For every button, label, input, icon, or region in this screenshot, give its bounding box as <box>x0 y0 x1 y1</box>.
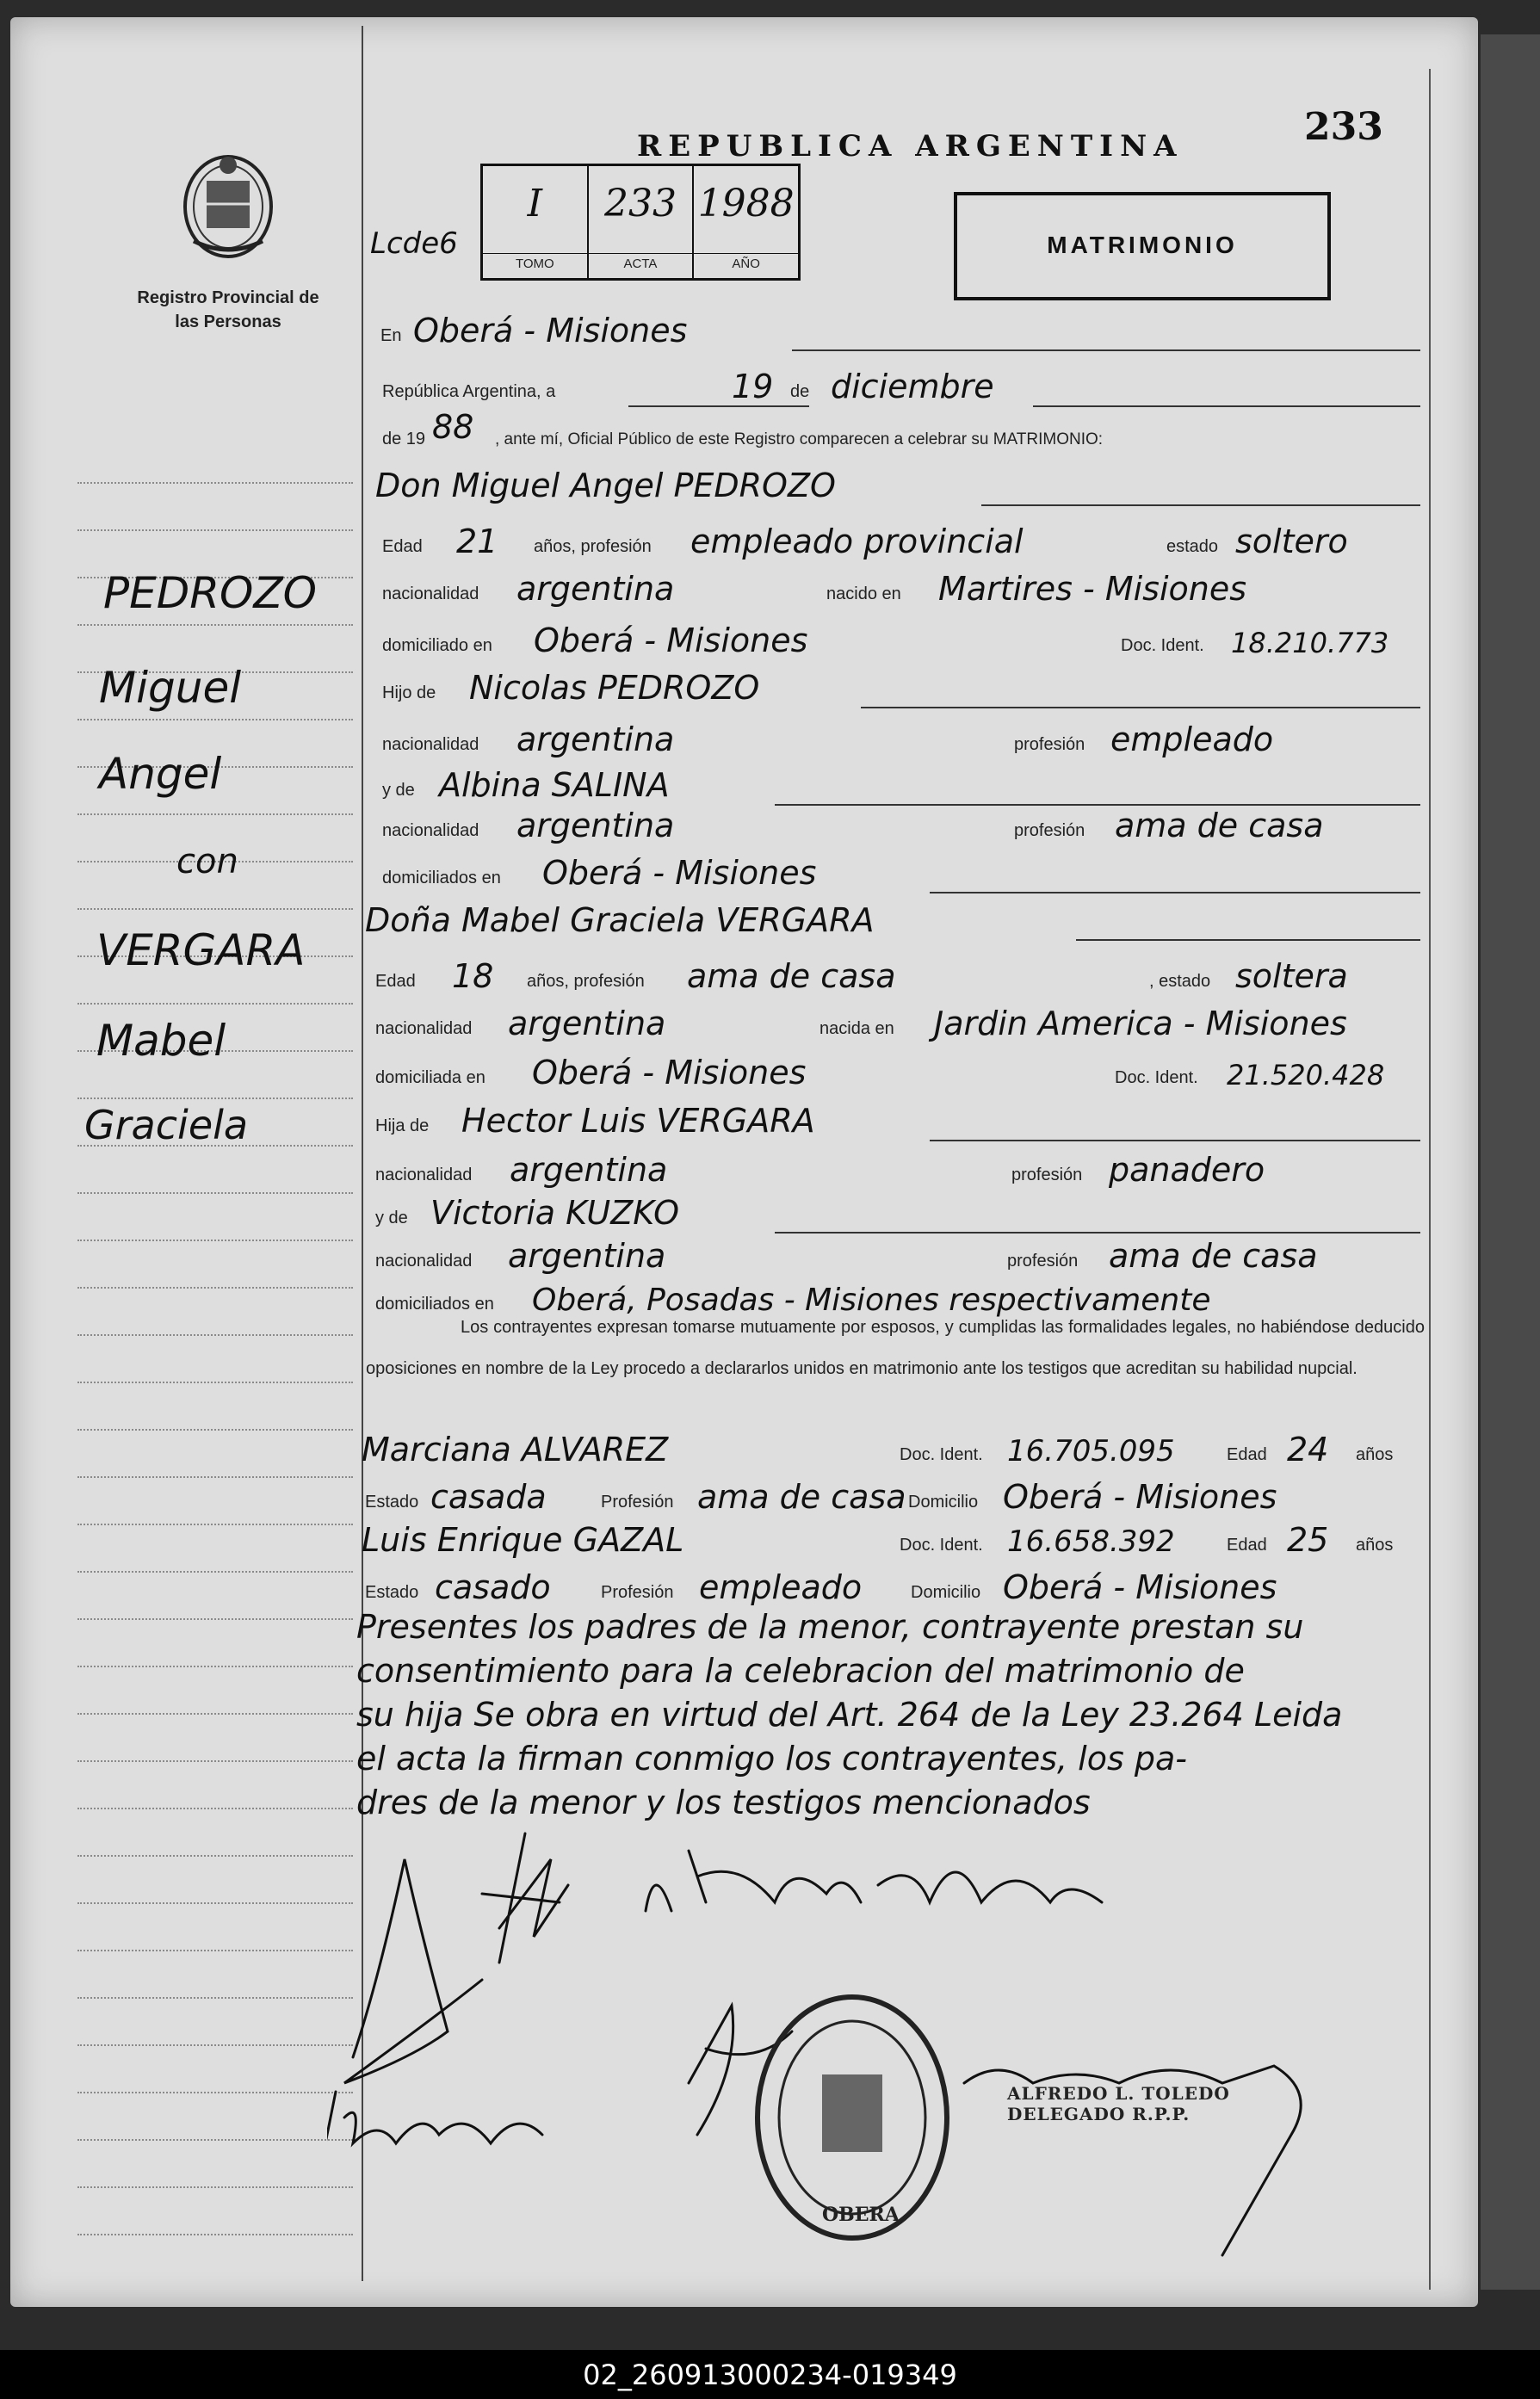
tomo-value: I <box>527 182 543 226</box>
margin-rule-line <box>77 2234 353 2236</box>
margin-rule-line <box>77 2139 353 2142</box>
acta-value: 233 <box>604 182 677 226</box>
place-row <box>379 310 1420 351</box>
edad-label: Edad <box>1227 1445 1267 1464</box>
domiciliados-label: domiciliados en <box>382 869 501 887</box>
acta-cell <box>589 166 695 278</box>
bride-parents-domicile: Oberá, Posadas - Misiones respectivamente <box>532 1283 1211 1318</box>
bride-father: Hector Luis VERGARA <box>461 1102 815 1140</box>
bride-age: 18 <box>452 957 494 995</box>
document-type-box <box>954 192 1331 300</box>
nacionalidad-label: nacionalidad <box>375 1019 473 1038</box>
margin-rule-line <box>77 624 353 627</box>
margin-rule-line <box>77 482 353 485</box>
tomo-cell <box>483 166 589 278</box>
republica-label: República Argentina, a <box>382 382 556 401</box>
groom-mother: Albina SALINA <box>439 766 670 804</box>
nacionalidad-label: nacionalidad <box>375 1252 473 1271</box>
groom-profession: empleado provincial <box>690 522 1024 560</box>
edad-label: Edad <box>375 972 416 991</box>
margin-name-groom-1: Miguel <box>99 663 242 713</box>
book-spine <box>1481 34 1540 2290</box>
bride-father-nationality: argentina <box>510 1151 668 1189</box>
year-prefix: de 19 <box>382 430 426 448</box>
margin-rule-line <box>77 1618 353 1621</box>
bride-father-nationality-row <box>375 1149 1420 1190</box>
document-type-label: MATRIMONIO <box>1047 232 1238 258</box>
line-rule <box>792 349 1420 351</box>
closing-line-1: Presentes los padres de la menor, contrayente prestan su <box>356 1608 1304 1646</box>
margin-rule-line <box>77 1997 353 2000</box>
profesion-label: profesión <box>1014 735 1085 754</box>
page-number: 233 <box>1304 105 1383 149</box>
doc-label: Doc. Ident. <box>900 1445 983 1464</box>
margin-rule-line <box>77 1382 353 1384</box>
witness2-details-row <box>362 1567 1403 1608</box>
groom-birthplace: Martires - Misiones <box>938 570 1247 608</box>
witness2-age: 25 <box>1287 1521 1329 1559</box>
official-role: DELEGADO R.P.P. <box>1007 2104 1191 2124</box>
scan-identifier: 02_260913000234-019349 <box>583 2359 957 2391</box>
closing-line-2: consentimiento para la celebracion del matrimonio de <box>356 1652 1245 1690</box>
witness2-name: Luis Enrique GAZAL <box>362 1521 684 1559</box>
signature-4 <box>689 2006 792 2135</box>
line-rule <box>1033 405 1420 407</box>
official-seal <box>758 1997 947 2238</box>
bride-mother-nationality: argentina <box>508 1237 666 1275</box>
yde-label: y de <box>382 781 415 800</box>
margin-rule-line <box>77 1950 353 1952</box>
witness1-doc: 16.705.095 <box>1007 1434 1175 1468</box>
bride-mother-nationality-row <box>375 1235 1420 1277</box>
witness1-row <box>362 1429 1403 1470</box>
bride-name-row <box>365 900 1420 941</box>
groom-domicile: Oberá - Misiones <box>534 621 808 659</box>
doc-label: Doc. Ident. <box>1115 1068 1198 1087</box>
nacida-label: nacida en <box>819 1019 894 1038</box>
estado-label: Estado <box>365 1493 419 1512</box>
margin-rule-line <box>77 1855 353 1858</box>
profesion-label: profesión <box>1007 1252 1079 1271</box>
margin-rule-line <box>77 719 353 721</box>
domiciliada-label: domiciliada en <box>375 1068 486 1087</box>
witness1-details-row <box>362 1476 1403 1518</box>
bride-civil-status: soltera <box>1235 957 1348 995</box>
ano-cell <box>694 166 798 278</box>
year-row <box>379 408 1420 454</box>
witness2-profession: empleado <box>699 1568 863 1606</box>
bride-domicile-row <box>375 1052 1420 1093</box>
profesion-label: Profesión <box>601 1583 674 1602</box>
bride-father-profession: panadero <box>1109 1151 1265 1189</box>
estado-label: , estado <box>1149 972 1211 991</box>
line-rule <box>930 892 1420 893</box>
signature-2 <box>482 1833 568 1963</box>
closing-line-4: el acta la firman conmigo los contrayentes, los pa- <box>356 1740 1187 1778</box>
groom-name-row <box>375 465 1420 506</box>
day-value: 19 <box>732 368 774 405</box>
tomo-label: TOMO <box>483 253 587 271</box>
place-value: Oberá - Misiones <box>413 312 688 349</box>
year-suffix: 88 <box>432 408 474 446</box>
witness2-civil-status: casado <box>435 1568 551 1606</box>
witness1-domicile: Oberá - Misiones <box>1003 1478 1277 1516</box>
margin-surname-groom: PEDROZO <box>103 568 317 618</box>
margin-rule-line <box>77 1571 353 1574</box>
bride-mother: Victoria KUZKO <box>430 1194 680 1232</box>
ano-label: AÑO <box>694 253 798 271</box>
margin-rule-line <box>77 813 353 816</box>
margin-rule-line <box>77 2044 353 2047</box>
groom-doc: 18.210.773 <box>1231 627 1389 659</box>
bride-name: Doña Mabel Graciela VERGARA <box>365 901 875 939</box>
line-rule <box>628 405 809 407</box>
groom-parents-domicile: Oberá - Misiones <box>542 854 817 892</box>
groom-mother-profession: ama de casa <box>1115 807 1324 844</box>
yde-label: y de <box>375 1209 408 1227</box>
margin-rule-line <box>77 529 353 532</box>
margin-connector: con <box>176 842 238 881</box>
groom-father-profession: empleado <box>1110 720 1274 758</box>
closing-line-5: dres de la menor y los testigos mencionados <box>356 1784 1091 1821</box>
line-rule <box>930 1140 1420 1141</box>
edad-label: Edad <box>382 537 423 556</box>
ano-value: 1988 <box>697 182 795 226</box>
profesion-label: profesión <box>1011 1165 1083 1184</box>
profesion-label: Profesión <box>601 1493 674 1512</box>
nacido-label: nacido en <box>826 584 901 603</box>
signature-5 <box>327 2092 542 2178</box>
margin-surname-bride: VERGARA <box>96 925 306 975</box>
line-rule <box>1076 939 1420 941</box>
month-value: diciembre <box>831 368 994 405</box>
margin-rule-line <box>77 2186 353 2189</box>
groom-age-row <box>379 521 1420 562</box>
estado-label: Estado <box>365 1583 419 1602</box>
nacionalidad-label: nacionalidad <box>382 584 479 603</box>
groom-domicile-row <box>379 620 1420 661</box>
estado-label: estado <box>1166 537 1219 556</box>
bride-nationality-row <box>375 1003 1420 1044</box>
edad-label: Edad <box>1227 1536 1267 1555</box>
signature-1 <box>344 1859 482 2083</box>
witness1-name: Marciana ALVAREZ <box>362 1431 669 1468</box>
profession-label: años, profesión <box>527 972 645 991</box>
margin-rule-line <box>77 1240 353 1242</box>
witness2-domicile: Oberá - Misiones <box>1003 1568 1277 1606</box>
groom-nationality: argentina <box>516 570 675 608</box>
domicilio-label: Domicilio <box>911 1583 981 1602</box>
date-row <box>379 366 1420 407</box>
hijo-label: Hijo de <box>382 683 436 702</box>
margin-annotation: Lcde6 <box>370 226 458 261</box>
anos-label: años <box>1356 1536 1394 1555</box>
bride-birthplace: Jardin America - Misiones <box>934 1005 1347 1042</box>
doc-label: Doc. Ident. <box>900 1536 983 1555</box>
groom-mother-nationality: argentina <box>516 807 675 844</box>
witness2-doc: 16.658.392 <box>1007 1524 1175 1559</box>
domiciliados-label: domiciliados en <box>375 1295 494 1314</box>
margin-rule-line <box>77 1334 353 1337</box>
bride-mother-profession: ama de casa <box>1109 1237 1318 1275</box>
witness2-row <box>362 1519 1403 1561</box>
country-header: REPUBLICA ARGENTINA <box>637 129 1184 164</box>
closing-paragraph <box>356 1605 1424 1825</box>
bride-father-row <box>375 1100 1420 1141</box>
legal-declaration: Los contrayentes expresan tomarse mutuamente por esposos, y cumplidas las formalidades legales, no habiéndose deducido oposiciones en nombre de la Ley procedo a declararlos unidos en matrimonio ante los testigos que acreditan su habilidad nupcial. <box>366 1318 1425 1378</box>
groom-father-nationality-row <box>379 719 1420 760</box>
anos-label: años <box>1356 1445 1394 1464</box>
line-rule <box>861 707 1420 708</box>
hija-label: Hija de <box>375 1116 430 1135</box>
groom-age: 21 <box>456 522 498 560</box>
groom-father-row <box>379 667 1420 708</box>
margin-rule-line <box>77 2092 353 2094</box>
bride-mother-row <box>375 1192 1420 1234</box>
margin-rule-line <box>77 1524 353 1526</box>
line-rule <box>775 1232 1420 1234</box>
nacionalidad-label: nacionalidad <box>382 821 479 840</box>
official-stamp <box>1007 2083 1230 2124</box>
volume-record-box <box>480 164 801 281</box>
closing-line-3: su hija Se obra en virtud del Art. 264 de la Ley 23.264 Leida <box>356 1696 1343 1734</box>
signature-3 <box>646 1851 1102 1911</box>
margin-rule-line <box>77 1713 353 1716</box>
witness1-civil-status: casada <box>430 1478 547 1516</box>
bride-domicile: Oberá - Misiones <box>532 1054 807 1091</box>
margin-rule-line <box>77 1476 353 1479</box>
profession-label: años, profesión <box>534 537 652 556</box>
groom-father-nationality: argentina <box>516 720 675 758</box>
bride-age-row <box>375 955 1420 997</box>
bride-profession: ama de casa <box>687 957 896 995</box>
signatures-area <box>327 1808 1446 2290</box>
margin-rule-line <box>77 908 353 911</box>
appearance-text: , ante mí, Oficial Público de este Registro comparecen a celebrar su MATRIMONIO: <box>495 430 1104 448</box>
seal-text: OBERA <box>822 2204 900 2226</box>
doc-label: Doc. Ident. <box>1121 636 1204 655</box>
witness1-age: 24 <box>1287 1431 1329 1468</box>
margin-rule-line <box>77 1760 353 1763</box>
groom-civil-status: soltero <box>1235 522 1348 560</box>
bride-doc: 21.520.428 <box>1227 1059 1385 1091</box>
groom-parents-domicile-row <box>379 852 1420 893</box>
margin-rule-line <box>77 1902 353 1905</box>
margin-rule-line <box>77 1192 353 1195</box>
margin-rule-line <box>77 1287 353 1289</box>
nacionalidad-label: nacionalidad <box>375 1165 473 1184</box>
nacionalidad-label: nacionalidad <box>382 735 479 754</box>
domiciliado-label: domiciliado en <box>382 636 492 655</box>
line-rule <box>981 504 1420 506</box>
margin-rule-line <box>77 1097 353 1100</box>
registry-name: Registro Provincial de las Personas <box>137 288 319 331</box>
margin-rule-line <box>77 1666 353 1668</box>
margin-name-groom-2: Angel <box>99 749 222 799</box>
bride-nationality: argentina <box>508 1005 666 1042</box>
de-label: de <box>790 382 810 401</box>
groom-name: Don Miguel Angel PEDROZO <box>375 467 836 504</box>
acta-label: ACTA <box>589 253 693 271</box>
groom-mother-nationality-row <box>379 805 1420 846</box>
official-name: ALFREDO L. TOLEDO <box>1007 2083 1230 2104</box>
margin-name-bride-1: Mabel <box>96 1016 226 1066</box>
groom-father: Nicolas PEDROZO <box>469 669 760 707</box>
margin-rule-line <box>77 1429 353 1431</box>
groom-nationality-row <box>379 568 1420 609</box>
witness1-profession: ama de casa <box>697 1478 906 1516</box>
groom-mother-row <box>379 764 1420 806</box>
en-label: En <box>380 326 402 345</box>
margin-rule-line <box>77 1808 353 1810</box>
margin-name-bride-2: Graciela <box>84 1102 249 1148</box>
provincial-seal-icon <box>176 146 280 263</box>
margin-rule-line <box>77 1003 353 1005</box>
profesion-label: profesión <box>1014 821 1085 840</box>
domicilio-label: Domicilio <box>908 1493 979 1512</box>
